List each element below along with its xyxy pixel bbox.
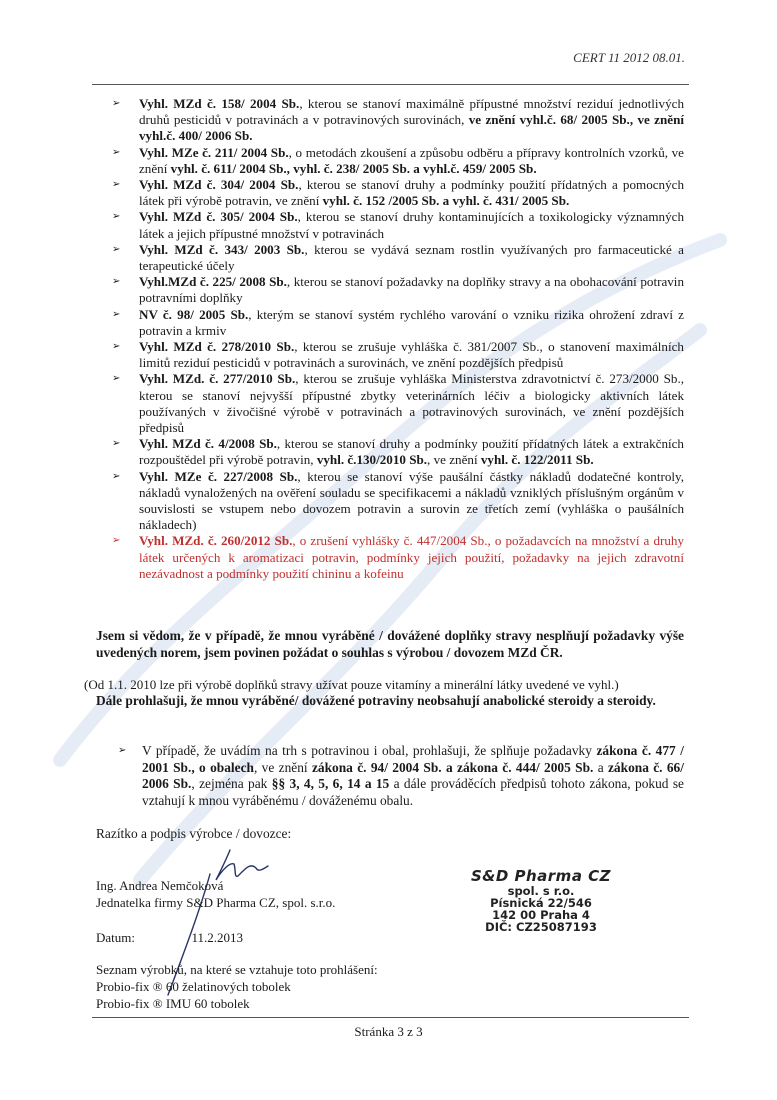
regulation-reference: Vyhl.MZd č. 225/ 2008 Sb. [139, 274, 287, 290]
list-item [112, 242, 684, 274]
arrow-bullet-icon: ➢ [112, 179, 121, 191]
regulation-reference: Vyhl. MZd. č. 260/2012 Sb. [139, 533, 293, 549]
text-segment: , kterou se stanoví požadavky na doplňky stravy a na obohacování potravin potravními doplňky [139, 274, 684, 306]
regulation-reference: vyhl. č. 611/ 2004 Sb., vyhl. č. 238/ 2005 Sb. a vyhl.č. 459/ 2005 Sb. [170, 160, 537, 176]
list-item [112, 371, 684, 436]
list-item [112, 96, 684, 145]
text-segment: , o metodách zkoušení a způsobu odběru a přípravy kontrolních vzorků, ve znění [139, 144, 684, 176]
text-segment: , ve znění [427, 452, 481, 468]
document-code: CERT 11 2012 08.01. [573, 50, 685, 65]
signer-block [96, 877, 335, 911]
arrow-bullet-icon: ➢ [118, 745, 127, 756]
product-list-label: Seznam výrobků, na které se vztahuje toto prohlášení: [96, 962, 378, 977]
text-segment: , kterou se zrušuje vyhláška č. 381/2007 Sb., o stanovení maximálních limitů reziduí pesticidů v potravinách a surovinách, ve znění pozdějších předpisů [139, 339, 684, 371]
text-segment: , kterou se stanoví druhy a podmínky použití přídatných a pomocných látek při výrobě potravin, ve znění [139, 177, 685, 209]
signer-role: Jednatelka firmy S&D Pharma CZ, spol. s.r.o. [96, 895, 336, 910]
regulation-reference: Vyhl. MZd č. 343/ 2003 Sb. [139, 241, 305, 257]
footer-rule [92, 1017, 689, 1018]
regulation-reference: vyhl. č.130/2010 Sb. [316, 452, 428, 468]
list-item [112, 209, 684, 241]
stamp-line: Písnická 22/546 [490, 896, 592, 910]
text-segment: V případě, že uvádím na trh s potravinou i obal, prohlašuji, že splňuje požadavky [142, 743, 597, 758]
text-segment: , o zrušení vyhlášky č. 447/2004 Sb., o požadavcích na množství a druhy látek určených k aromatizaci potravin, podmínky jejich použití, požadavky na jejich zdravotní nezávadnost a podmínky použití chininu a kofeinu [139, 533, 684, 581]
list-item [112, 339, 684, 371]
packaging-statement [118, 743, 684, 809]
declaration: Jsem si vědom, že v případě, že mnou vyráběné / dovážené doplňky stravy nesplňují požadavky výše uvedených norem, jsem povinen požádat o souhlas s výrobou / dovozem MZd ČR. [96, 628, 684, 660]
product-item: Probio-fix ® 60 želatinových tobolek [96, 979, 291, 994]
text-segment: , zejména pak [191, 776, 272, 791]
company-stamp [466, 867, 616, 933]
header-rule [92, 84, 689, 85]
product-item: Probio-fix ® IMU 60 tobolek [96, 996, 250, 1011]
arrow-bullet-icon: ➢ [112, 211, 121, 223]
stamp-line: 142 00 Praha 4 [492, 908, 590, 922]
regulation-reference: Vyhl. MZd č. 305/ 2004 Sb. [139, 209, 298, 225]
arrow-bullet-icon: ➢ [112, 341, 121, 353]
regulation-reference: zákona č. 94/ 2004 Sb. a zákona č. 444/ 2005 Sb. [311, 759, 594, 775]
arrow-bullet-icon: ➢ [112, 98, 121, 109]
arrow-bullet-icon: ➢ [112, 146, 121, 158]
list-item [112, 274, 684, 306]
text-segment: , kterou se vydává seznam rostlin využívaných pro farmaceutické a terapeutické účely [139, 241, 684, 274]
list-item [112, 145, 684, 177]
arrow-bullet-icon: ➢ [112, 276, 121, 288]
stamp-company: S&D Pharma CZ [470, 867, 612, 885]
arrow-bullet-icon: ➢ [112, 438, 121, 450]
list-item [112, 533, 684, 582]
page-number: Stránka 3 z 3 [354, 1024, 423, 1039]
text-segment: a [593, 759, 608, 775]
regulation-reference: vyhl. č. 122/2011 Sb. [480, 452, 594, 468]
list-item [112, 307, 684, 339]
regulation-reference: Vyhl. MZe č. 211/ 2004 Sb. [139, 144, 289, 160]
regulation-reference: zákona č. 66/ 2006 Sb. [142, 759, 684, 791]
regulation-reference: Vyhl. MZe č. 227/2008 Sb. [139, 468, 298, 484]
arrow-bullet-icon: ➢ [112, 308, 121, 320]
stamp-line: spol. s r.o. [507, 884, 575, 898]
text-segment: , kterým se stanoví systém rychlého varování o vzniku rizika ohrožení zdraví z potravin a krmiv [139, 306, 684, 338]
stamp-line: DIČ: CZ25087193 [485, 920, 597, 934]
declaration-steroids: Dále prohlašuji, že mnou vyráběné/ dovážené potraviny neobsahují anabolické steroidy a steroidy. [96, 693, 656, 708]
product-list [96, 961, 378, 1012]
regulation-reference: §§ 3, 4, 5, 6, 14 a 15 [271, 776, 390, 791]
regulation-reference: NV č. 98/ 2005 Sb. [139, 306, 249, 322]
note: (Od 1.1. 2010 lze při výrobě doplňků stravy užívat pouze vitamíny a minerální látky uvedené ve vyhl.) [84, 677, 619, 692]
text-segment: a dále prováděcích předpisů tohoto zákona, pokud se vztahují k mnou vyráběnému / dováženému obalu. [142, 776, 684, 808]
regulation-reference: vyhl. č. 152 /2005 Sb. a vyhl. č. 431/ 2005 Sb. [322, 193, 570, 209]
text-segment: , kterou se stanoví maximálně přípustné množství reziduí jednotlivých druhů pesticidů v potravinách a v potravinových surovinách, [139, 96, 684, 128]
arrow-bullet-icon: ➢ [112, 243, 121, 255]
text-segment: , kterou se stanoví výše paušální částky nákladů dodatečné kontroly, nákladů vynaložených na ověření souladu se specifikacemi a nákladů vzniklých příslušným orgánům v souvislosti se vstupem nebo dovozem potravin a surovin ze třetích zemí (vyhláška o paušálních nákladech) [139, 468, 684, 533]
regulation-reference: Vyhl. MZd. č. 277/2010 Sb. [139, 371, 296, 387]
regulation-reference: ve znění vyhl.č. 68/ 2005 Sb., ve znění vyhl.č. 400/ 2006 Sb. [139, 112, 684, 144]
date-label: Datum: [96, 930, 135, 945]
date-value: 11.2.2013 [191, 930, 244, 945]
text-segment: , ve znění [253, 759, 312, 775]
regulation-reference: Vyhl. MZd č. 158/ 2004 Sb. [139, 96, 300, 111]
text-segment: , kterou se stanoví druhy a podmínky použití přídatných látek a extrakčních rozpouštědel při výrobě potravin, [139, 436, 684, 468]
arrow-bullet-icon: ➢ [112, 470, 121, 482]
regulation-list [112, 96, 684, 582]
list-item [112, 469, 684, 534]
date-row [96, 930, 243, 947]
text-segment: , kterou se stanoví druhy kontaminujících a toxikologicky významných látek a jejich přípustné množství v potravinách [139, 209, 684, 241]
arrow-bullet-icon: ➢ [112, 535, 121, 547]
regulation-reference: Vyhl. MZd č. 304/ 2004 Sb. [139, 177, 299, 193]
regulation-reference: Vyhl. MZd č. 4/2008 Sb. [139, 436, 277, 452]
regulation-reference: zákona č. 477 / 2001 Sb., o obalech [142, 743, 684, 775]
signature-label: Razítko a podpis výrobce / dovozce: [96, 826, 292, 841]
list-item [112, 436, 684, 468]
packaging-text [142, 743, 684, 808]
text-segment: , kterou se zrušuje vyhláška Ministerstva zdravotnictví č. 273/2000 Sb., kterou se stanoví nejvyšší přípustné zbytky veterinárních léčiv a biologicky aktivních látek používaných v živočišné výrobě v potravinách a potravinových surovinách, ve znění pozdějších předpisů [139, 371, 684, 436]
regulation-reference: Vyhl. MZd č. 278/2010 Sb. [139, 339, 295, 355]
arrow-bullet-icon: ➢ [112, 373, 121, 385]
signer-name: Ing. Andrea Nemčoková [96, 878, 224, 893]
list-item [112, 177, 684, 209]
